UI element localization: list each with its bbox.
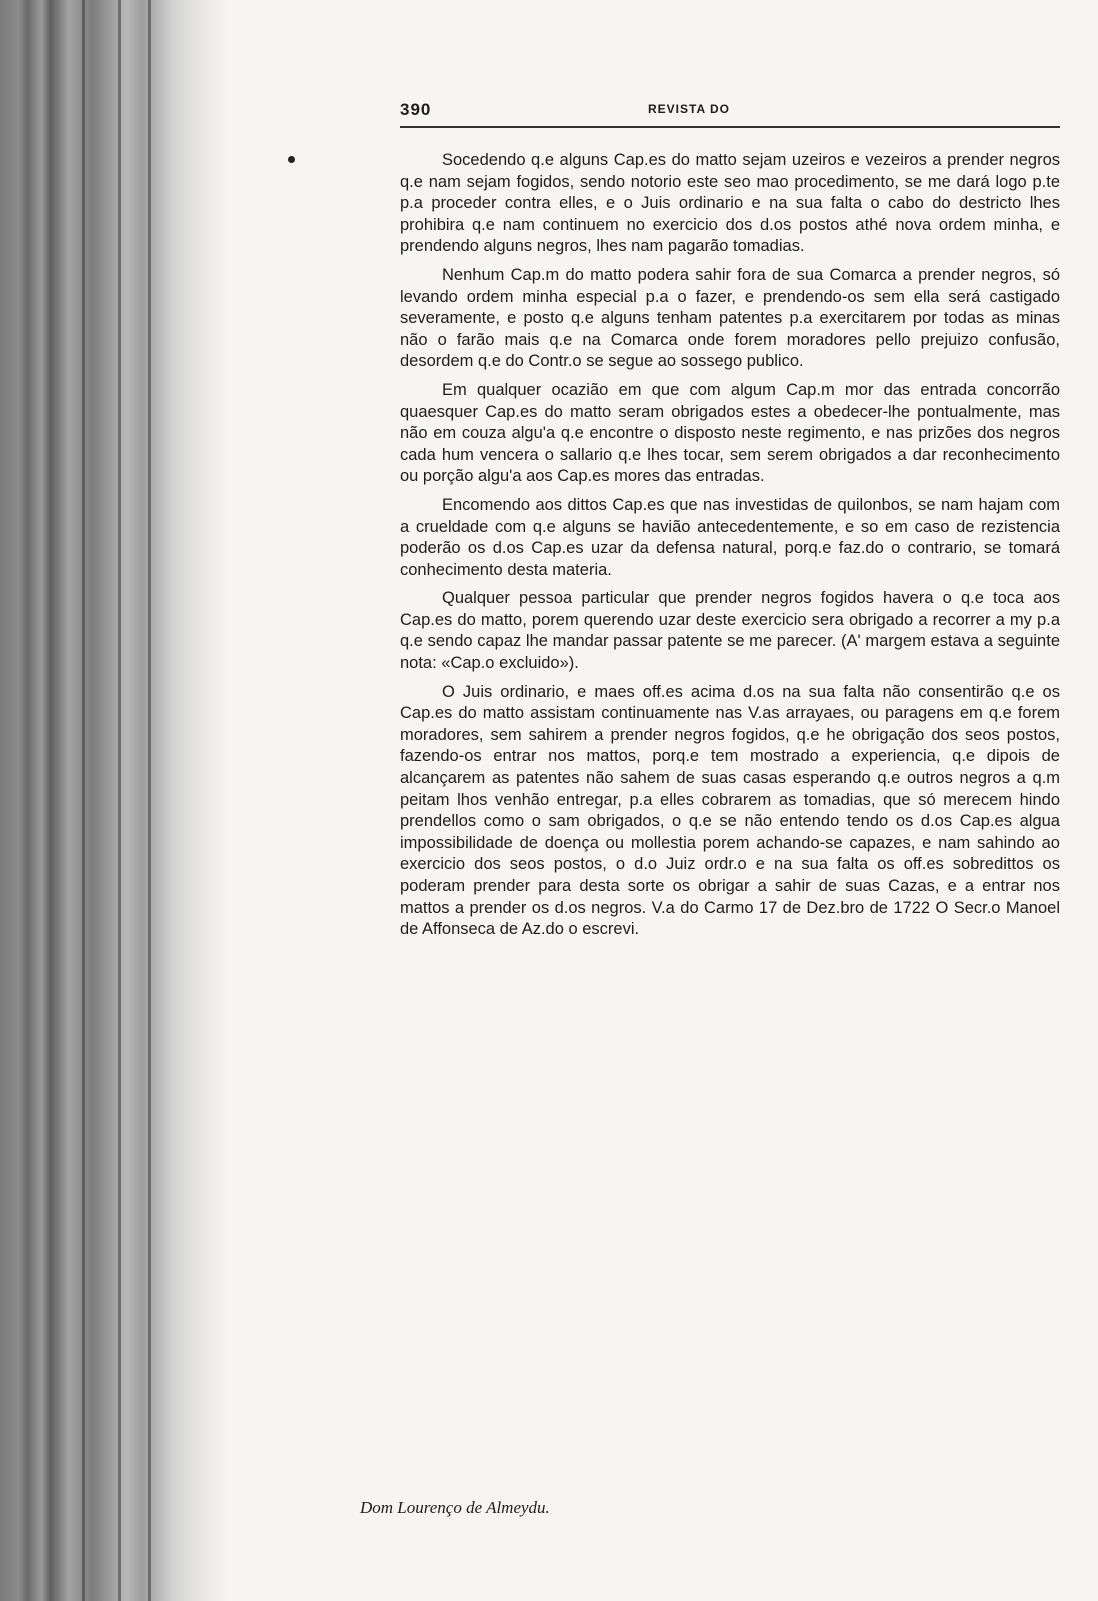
paragraph: O Juis ordinario, e maes off.es acima d.os na sua falta não consentirão q.e os Cap.es do matto assistam continuamente nas V.as arrayaes, ou paragens em q.e forem moradores, sem sahirem a prender negros fogidos, q.e he obrigação dos seos postos, fazendo-os entrar nos mattos, porq.e tem mostrado a experiencia, q.e dipois de alcançarem as patentes não sahem de suas casas esperando q.e outros negros a q.m peitam lhos venhão entregar, p.a elles cobrarem as tomadias, que só merecem hindo prendellos como o sam obrigados, o q.e se não entendo tendo os d.os Cap.es algua impossibilidade de doença ou mollestia porem achando-se capazes, e nam sahindo ao exercicio dos seos postos, o d.o Juiz ordr.o e na sua falta os off.es sobredittos os poderam prender para desta sorte os obrigar a sahir de suas Cazas, e a entrar nos mattos a prender os d.os negros. V.a do Carmo 17 de Dez.bro de 1722 O Secr.o Manoel de Affonseca de Az.do o escrevi. <box>400 682 1060 939</box>
paragraph: Qualquer pessoa particular que prender negros fogidos havera o q.e toca aos Cap.es do matto, porem querendo uzar deste exercicio sera obrigado a recorrer a my p.a q.e sendo capaz lhe mandar passar patente se me parecer. (A' margem estava a seguinte nota: «Cap.o excluido»). <box>400 589 1060 673</box>
book-binding-shadow <box>0 0 230 1601</box>
header-rule <box>400 126 1060 128</box>
body-text <box>400 150 1060 948</box>
margin-dot <box>288 156 295 163</box>
page <box>400 100 1060 939</box>
paragraph: Nenhum Cap.m do matto podera sahir fora de sua Comarca a prender negros, só levando ordem minha especial p.a o fazer, e prendendo-os sem ella será castigado severamente, e posto q.e alguns tenham patentes p.a exercitarem por todas as minas não o farão mais q.e na Comarca onde forem moradores pello prejuizo confusão, desordem q.e do Contr.o se segue ao sossego publico. <box>400 265 1060 371</box>
binding-line <box>82 0 85 1601</box>
binding-line <box>148 0 151 1601</box>
page-header <box>400 100 1060 124</box>
binding-line <box>118 0 121 1601</box>
running-head: REVISTA DO <box>648 102 731 116</box>
paragraph: Encomendo aos dittos Cap.es que nas investidas de quilonbos, se nam hajam com a crueldade com q.e alguns se havião antecedentemente, e so em caso de rezistencia poderão os d.os Cap.es uzar da defensa natural, porq.e faz.do o contrario, se tomará conhecimento desta materia. <box>400 495 1060 579</box>
paragraph: Socedendo q.e alguns Cap.es do matto sejam uzeiros e vezeiros a prender negros q.e nam sejam fogidos, sendo notorio este seo mao procedimento, se me dará logo p.te p.a proceder contra elles, e o Juis ordinario e na sua falta o cabo do destricto lhes prohibira q.e nam continuem no exercicio dos d.os postos athé nova ordem minha, e prendendo alguns negros, lhes nam pagarão tomadias. <box>400 151 1060 256</box>
signature: Dom Lourenço de Almeydu. <box>360 1498 550 1517</box>
paragraph: Em qualquer ocazião em que com algum Cap.m mor das entrada concorrão quaesquer Cap.es do matto seram obrigados estes a obedecer-lhe pontualmente, mas não em couza algu'a q.e encontre o disposto neste regimento, e nas prizões dos negros cada hum vencera o sallario q.e lhes tocar, sem serem obrigados a dar reconhecimento ou porção algu'a aos Cap.es mores das entradas. <box>400 380 1060 486</box>
page-number: 390 <box>400 100 432 119</box>
